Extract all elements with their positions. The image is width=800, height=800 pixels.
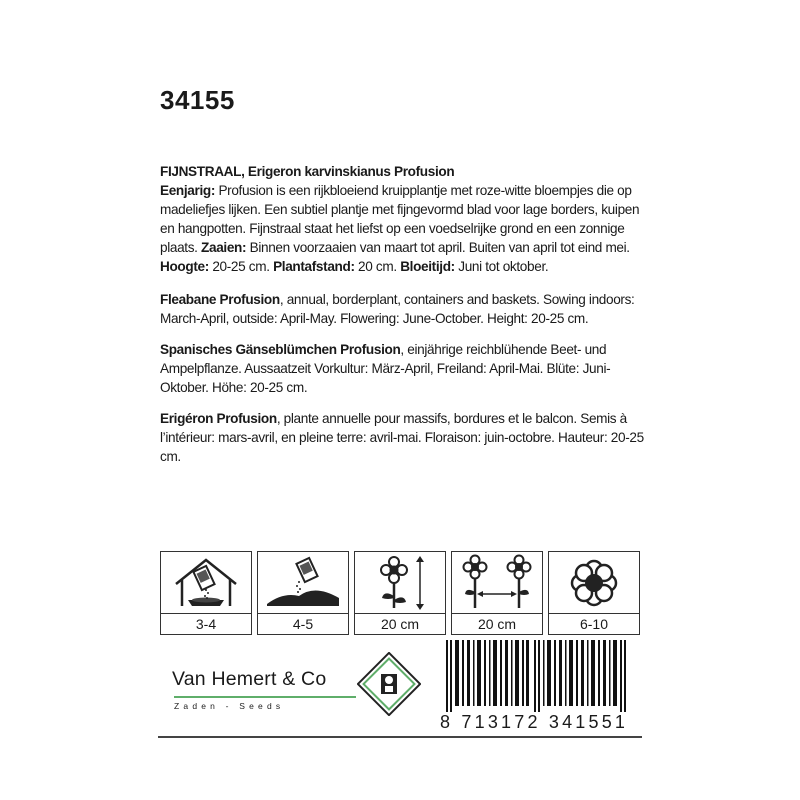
plant-height-icon [360, 554, 440, 612]
barcode-icon [440, 640, 640, 712]
description-english [160, 290, 648, 328]
plantafstand-text: 20 cm. [354, 259, 401, 274]
plant-spacing-card [451, 551, 543, 635]
flowering-months: 6-10 [549, 613, 639, 634]
brand-name: Van Hemert & Co [172, 668, 327, 690]
description-french [160, 409, 648, 466]
hoogte-text: 20-25 cm. [208, 259, 274, 274]
english-name: Fleabane Profusion [160, 292, 280, 307]
plantafstand-label: Plantafstand: [273, 259, 355, 274]
eenjarig-label: Eenjarig: [160, 183, 216, 198]
bloeitijd-text: Juni tot oktober. [454, 259, 549, 274]
brand-block [160, 652, 360, 712]
french-name: Erigéron Profusion [160, 411, 277, 426]
indoor-sowing-icon [166, 554, 246, 612]
flowering-card [548, 551, 640, 635]
zaaien-text: Binnen voorzaaien van maart tot april. Buiten van april tot eind mei. [246, 240, 630, 255]
bottom-divider [158, 736, 642, 738]
barcode-number: 8 713172 341551 [440, 712, 629, 732]
indoor-sowing-months: 3-4 [161, 613, 251, 634]
zaaien-label: Zaaien: [201, 240, 247, 255]
eenjarig-text: Profusion is een rijkbloeiend kruipplantje met roze-witte bloempjes die op madeliefjes lijken. Een subtiel plantje met fijngevormd blad voor lage borders, kuipen en hangpotten. Fijnstraal staat het liefst op een voedselrijke grond en een zonnige plaats. [160, 183, 640, 255]
english-text: , annual, borderplant, containers and baskets. Sowing indoors: March-April, outside: April-May. Flowering: June-October. Height: 20-25 cm. [160, 292, 635, 326]
indoor-sowing-card [160, 551, 252, 635]
german-text: , einjährige reichblühende Beet- und Ampelpflanze. Aussaatzeit Vorkultur: März-April, Freiland: April-Mai. Blüte: Juni-Oktober. Höhe: 20-25 cm. [160, 342, 611, 395]
french-text: , plante annuelle pour massifs, bordures et le balcon. Semis à l’intérieur: mars-avril, en pleine terre: avril-mai. Floraison: juin-octobre. Hauteur: 20-25 cm. [160, 411, 644, 464]
bloeitijd-label: Bloeitijd: [400, 259, 455, 274]
flowering-icon [554, 554, 634, 612]
sowing-info-icons [160, 551, 640, 635]
plant-height-card [354, 551, 446, 635]
description-german [160, 340, 648, 397]
plant-spacing-value: 20 cm [452, 613, 542, 634]
outdoor-sowing-card [257, 551, 349, 635]
dutch-heading: FIJNSTRAAL, Erigeron karvinskianus Profusion [160, 164, 455, 179]
plant-height-value: 20 cm [355, 613, 445, 634]
description-dutch [160, 162, 648, 276]
hoogte-label: Hoogte: [160, 259, 209, 274]
brand-underline [174, 696, 356, 698]
outdoor-sowing-months: 4-5 [258, 613, 348, 634]
brand-tagline: Zaden - Seeds [174, 701, 285, 711]
brand-logo-icon [357, 652, 421, 716]
outdoor-sowing-icon [263, 554, 343, 612]
german-name: Spanisches Gänseblümchen Profusion [160, 342, 401, 357]
product-code: 34155 [160, 85, 235, 115]
plant-spacing-icon [457, 554, 537, 612]
